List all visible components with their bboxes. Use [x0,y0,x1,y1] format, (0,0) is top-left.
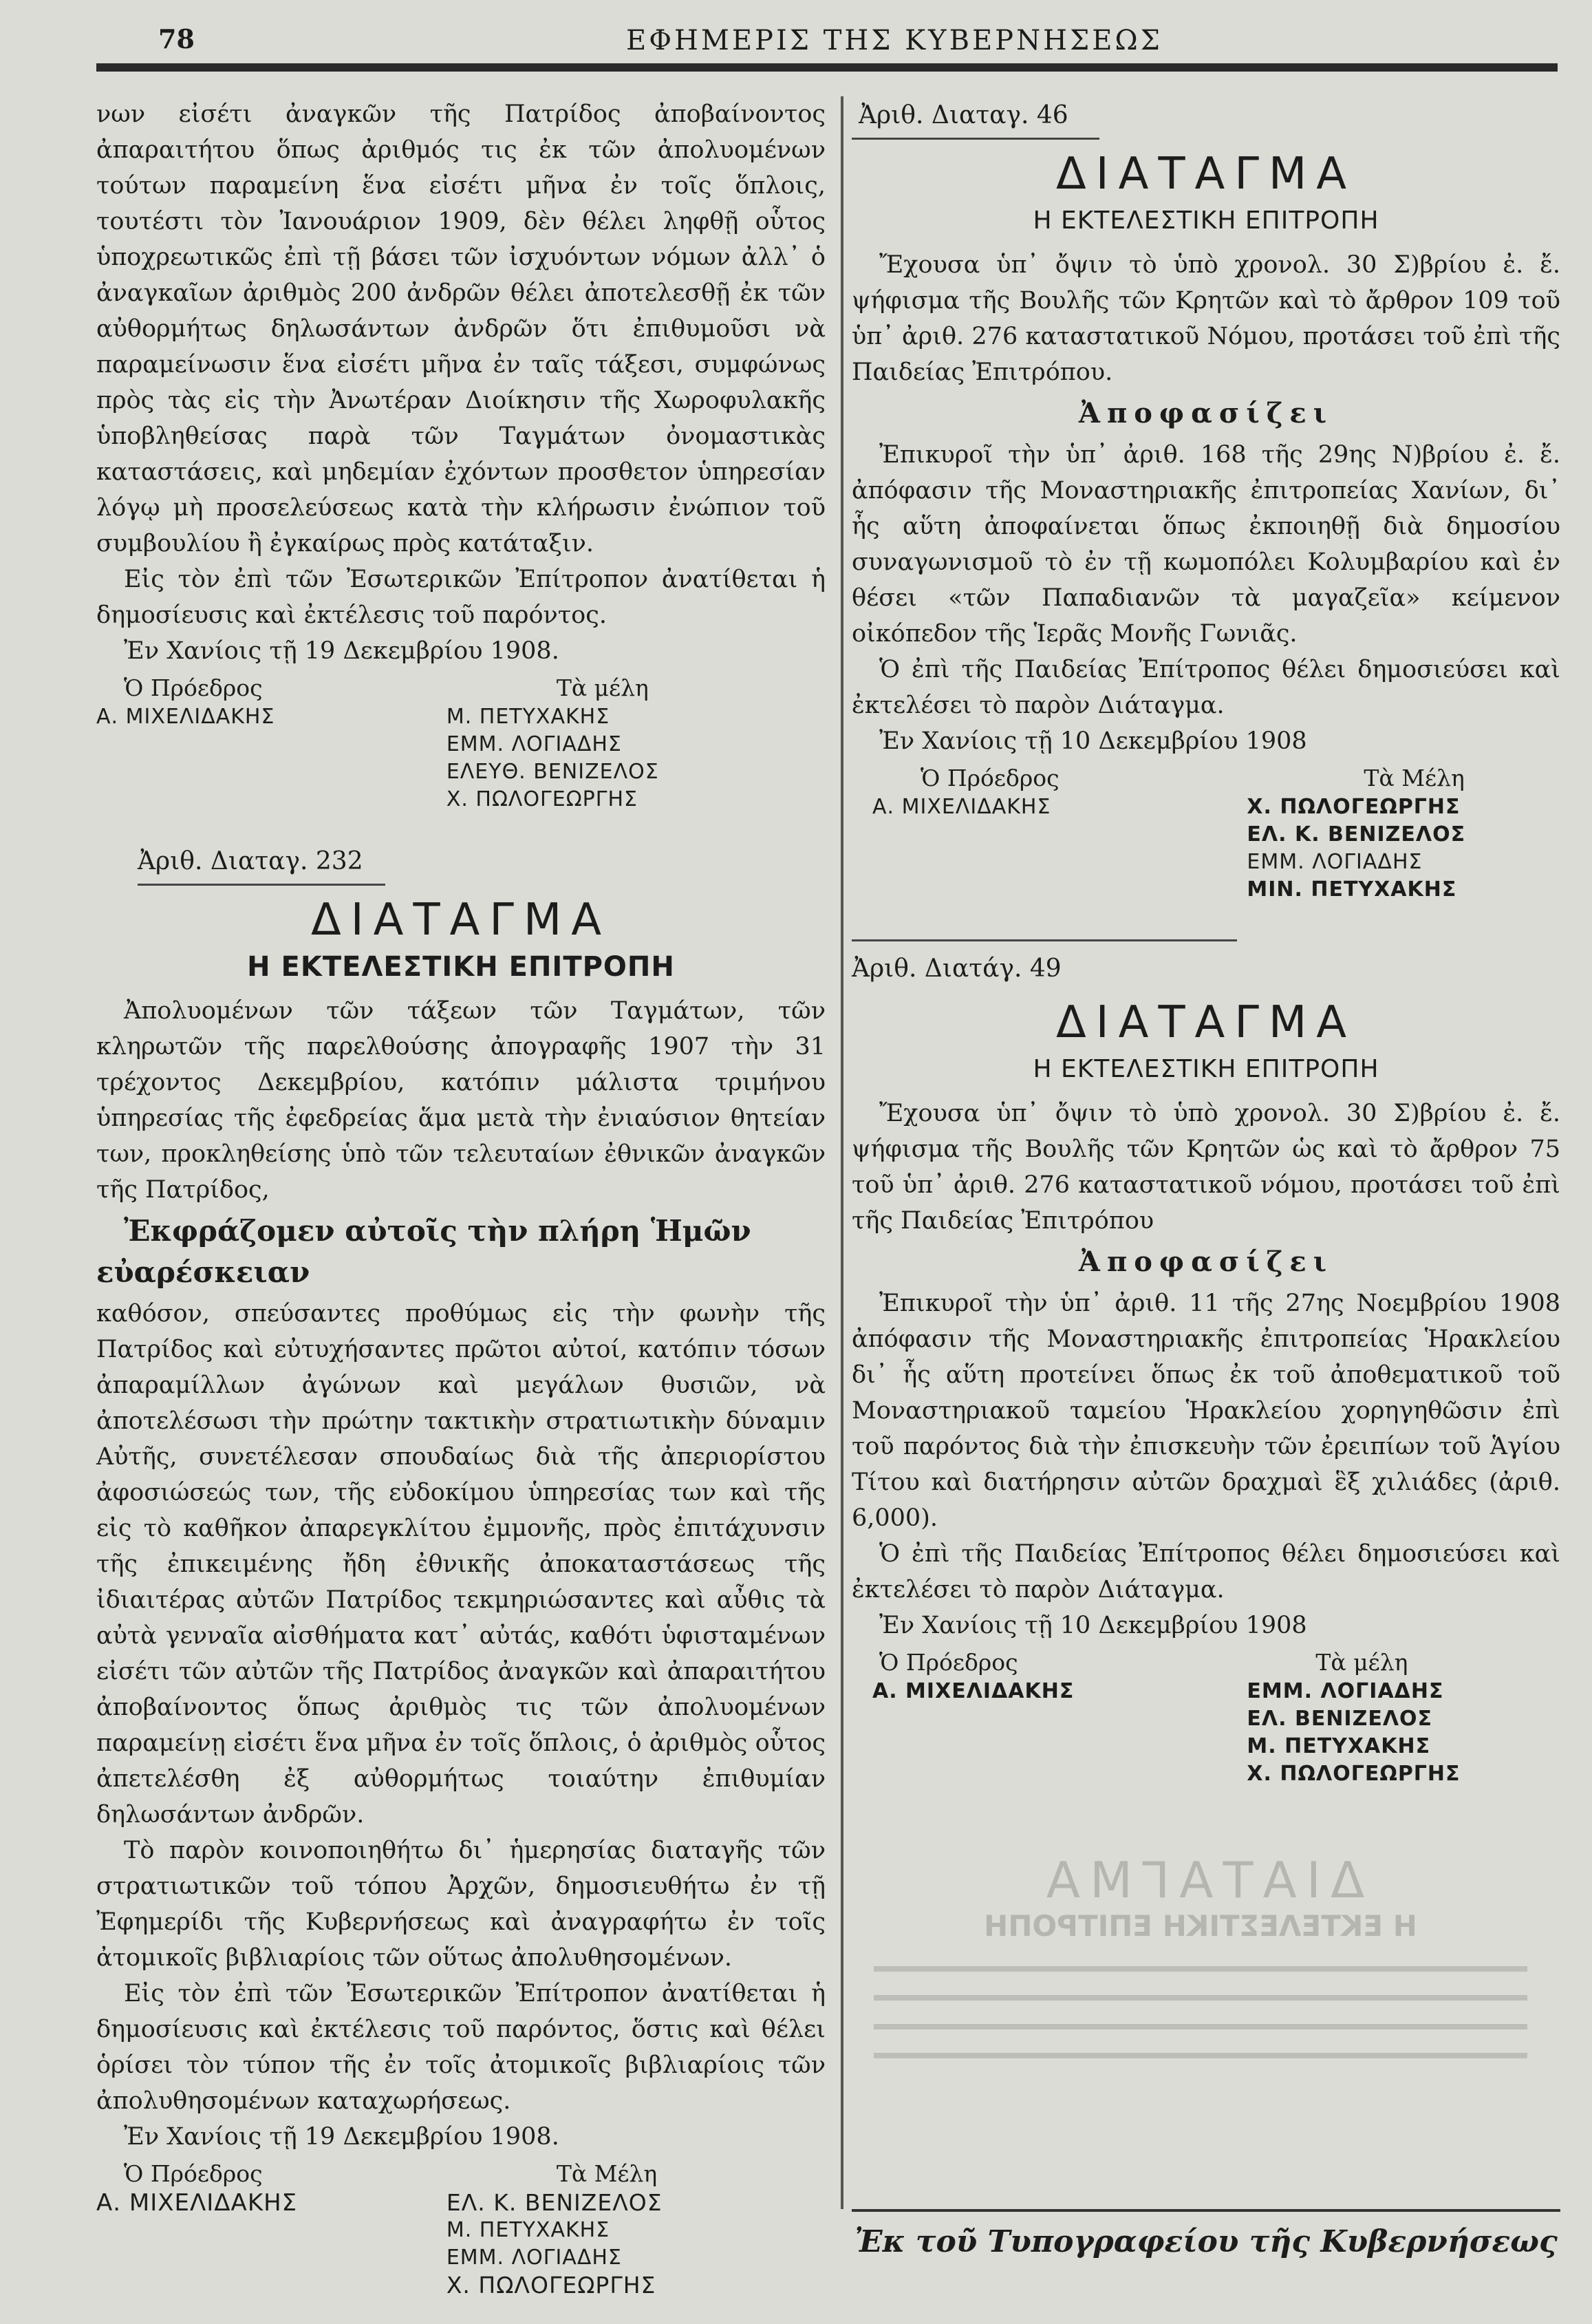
decree-232-committee: Η ΕΚΤΕΛΕΣΤΙΚΗ ΕΠΙΤΡΟΠΗ [247,951,675,983]
member-name: Χ. ΠΩΛΟΓΕΩΡΓΗΣ [1247,1762,1461,1786]
decree-232-signatures [96,2159,826,2324]
decree-46-members-block [1192,763,1560,904]
decree-46-resolve: Ἀποφασίζει [1078,397,1334,429]
member-name: Μ. ΠΕΤΥΧΑΚΗΣ [1247,1734,1431,1758]
decree-46-date: Ἐν Χανίοις τῇ 10 Δεκεμβρίου 1908 [879,727,1307,755]
member-name: ΕΛ. ΒΕΝΙΖΕΛΟΣ [1247,1707,1433,1731]
decree-232-ref: Ἀριθ. Διαταγ. 232 [138,847,363,875]
intro-date: Ἐν Χανίοις τῇ 19 Δεκεμβρίου 1908. [124,637,559,665]
section-rule [852,939,1237,941]
member-name: Χ. ΠΩΛΟΓΕΩΡΓΗΣ [446,2272,656,2299]
decree-49-date: Ἐν Χανίοις τῇ 10 Δεκεμβρίου 1908 [879,1612,1307,1639]
bleed-through-text [853,1762,1548,2092]
page-number: 78 [158,23,195,54]
decree-232-emphasis: Ἐκφράζομεν αὐτοῖς τὴν πλήρη Ἡμῶν εὐαρέσκειαν [96,1214,751,1289]
decree-49-ref: Ἀριθ. Διατάγ. 49 [852,955,1062,983]
ghost-committee: Η ΕΚΤΕΛΕΣΤΙΚΗ ΕΠΙΤΡΟΠΗ [984,1909,1417,1943]
member-name: ΕΜΜ. ΛΟΓΙΑΔΗΣ [1247,850,1423,874]
decree-46-committee: Η ΕΚΤΕΛΕΣΤΙΚΗ ΕΠΙΤΡΟΠΗ [1033,206,1379,235]
decree-49-committee: Η ΕΚΤΕΛΕΣΤΙΚΗ ΕΠΙΤΡΟΠΗ [1033,1055,1379,1083]
member-name: Χ. ΠΩΛΟΓΕΩΡΓΗΣ [1247,795,1461,819]
header-rule [96,63,1558,72]
president-name: Α. ΜΙΧΕΛΙΔΑΚΗΣ [872,795,1051,819]
decree-49-closing: Ὁ ἐπὶ τῆς Παιδείας Ἐπίτροπος θέλει δημοσιεύσει καὶ ἐκτελέσει τὸ παρὸν Διάταγμα. [852,1540,1560,1603]
left-column [96,96,826,2324]
decree-49-title: ΔΙΑΤΑΓΜΑ [1056,997,1356,1048]
member-name: ΕΜΜ. ΛΟΓΙΑΔΗΣ [446,2246,622,2270]
member-name: ΕΛ. Κ. ΒΕΝΙΖΕΛΟΣ [1247,822,1466,846]
president-label: Ὁ Πρόεδρος [921,765,1059,791]
ghost-lines [853,1966,1548,2058]
decree-232-title: ΔΙΑΤΑΓΜΑ [311,895,611,946]
decree-232-notice: Τὸ παρὸν κοινοποιηθήτω δι᾽ ἡμερησίας διαταγῆς τῶν στρατιωτικῶν τοῦ τόπου Ἀρχῶν, δημοσιευθήτω ἐν τῇ Ἐφημερίδι τῆς Κυβερνήσεως καὶ ἀναγραφήτω ἐν τοῖς ἀτομικοῖς βιβλιαρίοις τῶν οὕτως ἀπολυθησομένων. [96,1837,826,1972]
decree-46-title: ΔΙΑΤΑΓΜΑ [1056,149,1356,200]
members-label: Τὰ μέλη [1315,1649,1408,1676]
spacer [96,831,826,842]
intro-paragraph: νων εἰσέτι ἀναγκῶν τῆς Πατρίδος ἀποβαίνοντος ἀπαραιτήτου ὅπως ἀριθμός τις ἐκ τῶν ἀπολυομένων τούτων παραμείνη ἕνα εἰσέτι μῆνα ἐν τοῖς ὅπλοις, τουτέστι τὸν Ἰανουάριον 1909, δὲν θέλει ληφθῇ οὗτος ὑποχρεωτικῶς ἐπὶ τῇ βάσει τῶν ἰσχυόντων νόμων ἀλλ᾽ ὁ ἀναγκαῖων ἀριθμὸς 200 ἀνδρῶν θέλει ἀποτελεσθῇ ἐκ τῶν αὐθορμήτως δηλωσάντων ἀνδρῶν ὅτι ἐπιθυμοῦσι νὰ παραμείνωσιν ἕνα εἰσέτι μῆνα ἐν ταῖς τάξεσι, συμφώνως πρὸς τὰς εἰς τὴν Ἀνωτέραν Διοίκησιν τῆς Χωροφυλακῆς ὑποβληθείσας παρὰ τῶν Ταγμάτων ὀνομαστικὰς καταστάσεις, καὶ μηδεμίαν ἐχόντων προσθετον ὑπηρεσίαν λόγῳ μὴ προσελεύσεως κατὰ τὴν κλήρωσιν ἐνώπιον τοῦ συμβουλίου ἢ ἐγκαίρως πρὸς κατάταξιν. [96,100,826,557]
member-name: ΕΜΜ. ΛΟΓΙΑΔΗΣ [446,732,622,756]
ghost-line [874,1966,1527,1972]
decree-49-preamble: Ἔχουσα ὑπ᾽ ὄψιν τὸ ὑπὸ χρονολ. 30 Σ)βρίου ἐ. ἔ. ψήφισμα τῆς Βουλῆς τῶν Κρητῶν ὡς καὶ τὸ ἄρθρον 75 τοῦ ὑπ᾽ ἀριθ. 276 καταστατικοῦ νόμου, προτάσει τοῦ ἐπὶ τῆς Παιδείας Ἐπιτρόπου [852,1100,1560,1235]
member-name: ΕΛΕΥΘ. ΒΕΝΙΖΕΛΟΣ [446,760,659,784]
decree-49-body: Ἐπικυροῖ τὴν ὑπ᾽ ἀριθ. 11 τῆς 27ης Νοεμβρίου 1908 ἀπόφασιν τῆς Μοναστηριακῆς ἐπιτροπείας Ἡρακλείου δι᾽ ἧς αὕτη προτείνει ὅπως ἐκ τοῦ ἀποθεματικοῦ τοῦ Μοναστηριακοῦ ταμείου Ἡρακλείου χορηγηθῶσιν ἐπὶ τοῦ παρόντος διὰ τὴν ἐπισκευὴν τῶν ἐρειπίων τοῦ Ἁγίου Τίτου καὶ διατήρησιν αὐτῶν δραχμαὶ ἓξ χιλιάδες (ἀριθ. 6,000). [852,1290,1560,1532]
decree-232-members-block [447,2159,826,2299]
page-header [103,21,1548,62]
member-name: ΕΜΜ. ΛΟΓΙΑΔΗΣ [1247,1679,1444,1703]
president-name: Α. ΜΙΧΕΛΙΔΑΚΗΣ [872,1679,1075,1703]
ref-rule [852,138,1099,140]
ref-rule [138,884,385,886]
member-name: Μ. ΠΕΤΥΧΑΚΗΣ [446,2218,610,2242]
decree-232-closing: Εἰς τὸν ἐπὶ τῶν Ἐσωτερικῶν Ἐπίτροπον ἀνατίθεται ἡ δημοσίευσις καὶ ἐκτέλεσις τοῦ παρόντος, ὅστις καὶ θέλει ὁρίσει τὸν τύπον τῆς ἐν τοῖς ἀτομικοῖς βιβλιαρίοις τῶν ἀπολυθησομένων καταχωρήσεως. [96,1980,826,2115]
printer-rule [852,2209,1560,2212]
president-name: Α. ΜΙΧΕΛΙΔΑΚΗΣ [96,2189,298,2217]
member-name: Χ. ΠΩΛΟΓΕΩΡΓΗΣ [446,787,638,811]
decree-46-body: Ἐπικυροῖ τὴν ὑπ᾽ ἀριθ. 168 τῆς 29ης Ν)βρίου ἐ. ἔ. ἀπόφασιν τῆς Μοναστηριακῆς ἐπιτροπείας Χανίων, δι᾽ ἧς αὕτη ἀποφαίνεται ὅπως ἐκποιηθῇ διὰ δημοσίου συναγωνισμοῦ τὸ ἐν τῇ κωμοπόλει Κολυμβαρίου καὶ ἐν θέσει «τῶν Παπαδιανῶν τὰ μαγαζεῖα» κείμενον οἰκόπεδον τῆς Ἱερᾶς Μονῆς Γωνιᾶς. [852,441,1560,648]
decree-232-president-block [96,2159,447,2217]
printer-imprint: Ἐκ τοῦ Τυπογραφείου τῆς Κυβερνήσεως [854,2224,1558,2259]
decree-46-ref: Ἀριθ. Διαταγ. 46 [859,101,1068,129]
decree-46-signatures [852,763,1560,928]
member-name: Μ. ΠΕΤΥΧΑΚΗΣ [446,705,610,729]
president-label: Ὁ Πρόεδρος [124,2160,263,2187]
column-divider [841,96,843,2209]
intro-president-block [96,673,447,731]
decree-49-president-block [852,1648,1192,1705]
president-label: Ὁ Πρόεδρος [879,1649,1018,1676]
members-label: Τὰ Μέλη [556,2160,658,2187]
president-name: Α. ΜΙΧΕΛΙΔΑΚΗΣ [96,705,275,729]
decree-232-date: Ἐν Χανίοις τῇ 19 Δεκεμβρίου 1908. [124,2123,559,2151]
ghost-line [874,1995,1527,2001]
running-title: ΕΦΗΜΕΡΙΣ ΤΗΣ ΚΥΒΕΡΝΗΣΕΩΣ [626,25,1163,56]
intro-signatures [96,673,826,831]
member-name: ΜΙΝ. ΠΕΤΥΧΑΚΗΣ [1247,877,1457,902]
ghost-line [874,2024,1527,2029]
member-name: ΕΛ. Κ. ΒΕΝΙΖΕΛΟΣ [446,2189,663,2216]
decree-49-resolve: Ἀποφασίζει [1078,1246,1334,1278]
decree-46-closing: Ὁ ἐπὶ τῆς Παιδείας Ἐπίτροπος θέλει δημοσιεύσει καὶ ἐκτελέσει τὸ παρὸν Διάταγμα. [852,656,1560,719]
decree-46-preamble: Ἔχουσα ὑπ᾽ ὄψιν τὸ ὑπὸ χρονολ. 30 Σ)βρίου ἐ. ἔ. ψήφισμα τῆς Βουλῆς τῶν Κρητῶν καὶ τὸ ἄρθρον 109 τοῦ ὑπ᾽ ἀριθ. 276 καταστατικοῦ Νόμου, προτάσει τοῦ ἐπὶ τῆς Παιδείας Ἐπιτρόπου. [852,251,1560,386]
ghost-title: ΔΙΑΤΑΓΜΑ [1036,1851,1365,1909]
right-column [852,96,1560,1813]
decree-46-president-block [852,763,1192,821]
decree-232-body: καθόσον, σπεύσαντες προθύμως εἰς τὴν φωνὴν τῆς Πατρίδος καὶ εὐτυχήσαντες πρῶτοι αὐτοί, κατόπιν τόσων ἀπαραμίλλων ἀγώνων καὶ μεγάλων θυσιῶν, νὰ ἀποτελέσωσι τὴν πρώτην τακτικὴν στρατιωτικὴν δύναμιν Αὐτῆς, συνετέλεσαν σπουδαίως διὰ τῆς ἀπεριορίστου ἀφοσιώσεώς των, τῆς εὐδοκίμου ὑπηρεσίας των καὶ τῆς εἰς τὸ καθῆκον ἀπαρεγκλίτου ἐμμονῆς, πρὸς ἐπιτάχυνσιν τῆς ἐπικειμένης ἤδη ἐθνικῆς ἀποκαταστάσεως τῆς ἰδιαιτέρας αὐτῶν Πατρίδος τεκμηριώσαντες καὶ αὖθις τὰ αὐτὰ γενναῖα αἰσθήματα κατ᾽ αὐτάς, καθότι ὑφισταμένων εἰσέτι τῶν αὐτῶν τῆς Πατρίδος ἀναγκῶν καὶ ἀπαραιτήτου ἀποβαίνοντος ὅπως ἀριθμὸς τις τῶν ἀπολυομένων παραμείνῃ εἰσέτι ἕνα μῆνα ἐν τοῖς ὅπλοις, ὁ ἀριθμὸς οὗτος ἀπετελέσθη ἐξ αὐθορμήτως τοιαύτην ἐπιθυμίαν δηλωσάντων ἀνδρῶν. [96,1300,826,1829]
intro-closing: Εἰς τὸν ἐπὶ τῶν Ἐσωτερικῶν Ἐπίτροπον ἀνατίθεται ἡ δημοσίευσις καὶ ἐκτέλεσις τοῦ παρόντος. [96,566,826,629]
ghost-line [874,2053,1527,2058]
president-label: Ὁ Πρόεδρος [124,674,263,701]
members-label: Τὰ μέλη [556,674,649,701]
intro-members-block [447,673,826,813]
decree-232-preamble: Ἀπολυομένων τῶν τάξεων τῶν Ταγμάτων, τῶν κληρωτῶν τῆς παρελθούσης ἀπογραφῆς 1907 τὴν 31 τρέχοντος Δεκεμβρίου, κατόπιν μάλιστα τριμήνου ὑπηρεσίας τῆς ἐφεδρείας ἅμα μετὰ τὴν ἐνιαύσιον θητείαν των, προκληθείσης ὑπὸ τῶν τελευταίων ἐθνικῶν ἀναγκῶν τῆς Πατρίδος, [96,997,826,1204]
members-label: Τὰ Μέλη [1364,765,1465,791]
